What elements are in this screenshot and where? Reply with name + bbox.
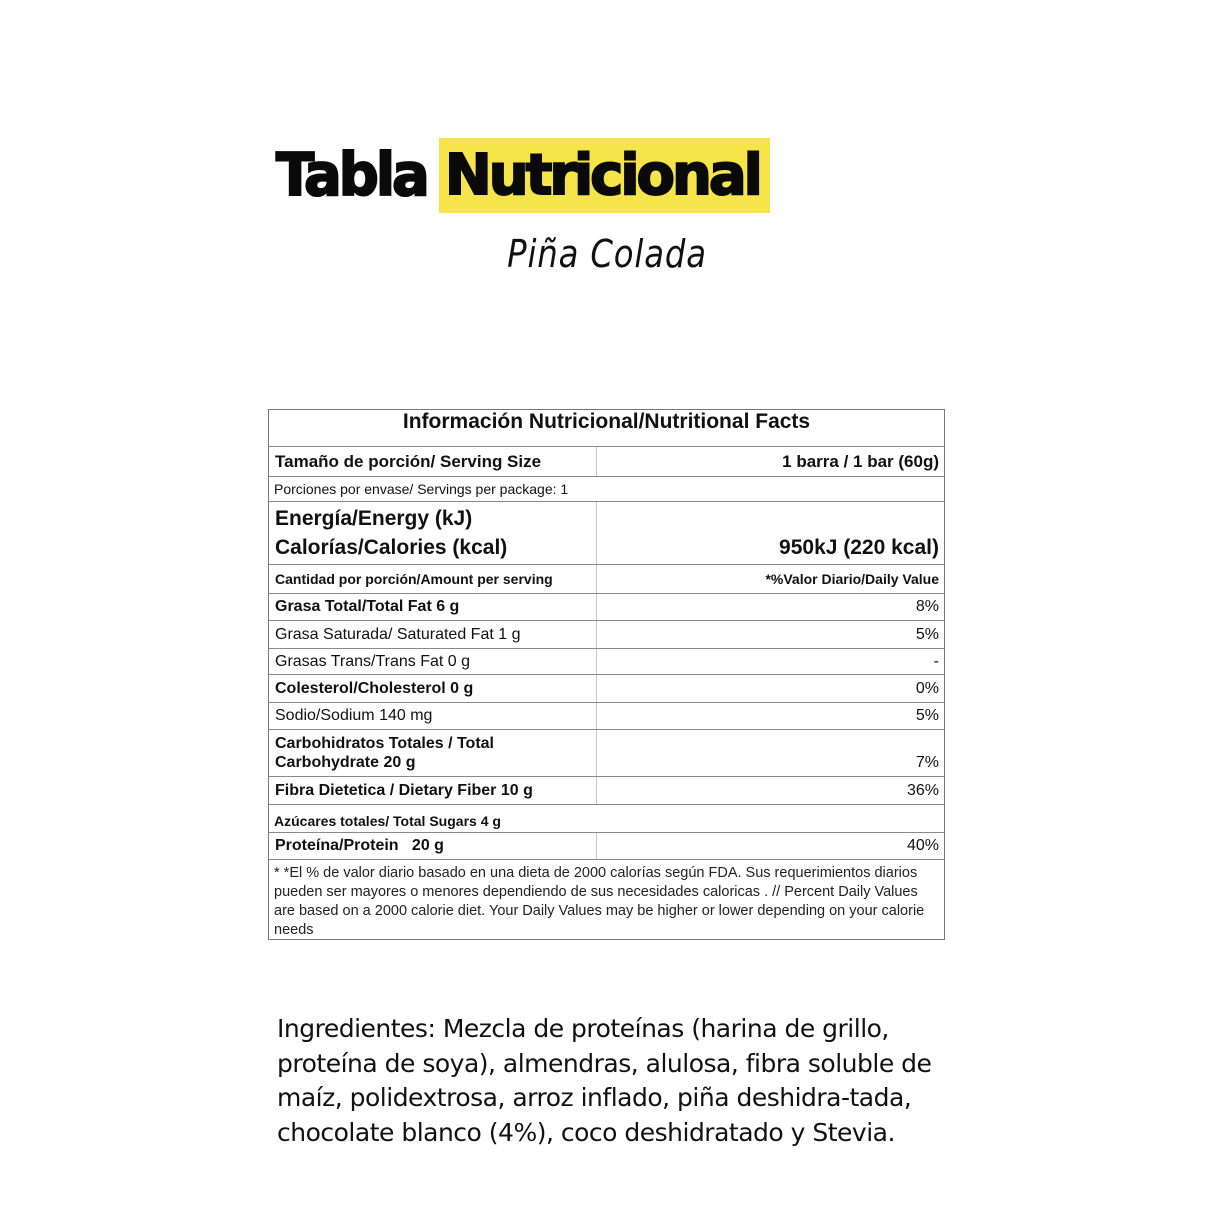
footnote-row <box>269 859 944 939</box>
nutrient-dv: 36% <box>906 781 939 799</box>
nutrient-label: Proteína/Protein 20 g <box>269 833 597 859</box>
column-header-row <box>269 564 944 593</box>
nutrient-row-sodium <box>269 702 944 729</box>
energy-kj-label: Energía/Energy (kJ) <box>275 507 473 530</box>
nutrient-row-saturated-fat <box>269 620 944 648</box>
nutrient-row-total-fat <box>269 593 944 620</box>
nutrient-label: Colesterol/Cholesterol 0 g <box>269 675 597 702</box>
energy-row <box>269 501 944 564</box>
carb-label-line1: Carbohidratos Totales / Total <box>275 735 494 752</box>
serving-size-value: 1 barra / 1 bar (60g) <box>782 451 939 471</box>
nutrient-dv: 8% <box>915 598 939 615</box>
nutrient-label: Grasa Saturada/ Saturated Fat 1 g <box>269 621 597 648</box>
energy-value: 950kJ (220 kcal) <box>779 536 939 559</box>
nutrient-row-sugars <box>269 804 944 832</box>
ingredients-text: Ingredientes: Mezcla de proteínas (harina de grillo, proteína de soya), almendras, alulosa, fibra soluble de maíz, polidextrosa, arroz inflado, piña deshidra-tada, chocolate blanco (4%), coco deshidratado y Stevia. <box>277 1014 932 1147</box>
nutrient-row-trans-fat <box>269 648 944 674</box>
nutrient-dv: 40% <box>906 837 939 854</box>
servings-per-package: Porciones por envase/ Servings per package: 1 <box>274 481 569 497</box>
carb-label-line2: Carbohydrate 20 g <box>275 754 416 771</box>
serving-size-label: Tamaño de porción/ Serving Size <box>269 447 597 476</box>
nutrient-label: Grasas Trans/Trans Fat 0 g <box>269 649 597 674</box>
nutrient-dv: - <box>933 652 939 670</box>
nutrient-row-protein <box>269 832 944 859</box>
nutrient-label: Fibra Dietetica / Dietary Fiber 10 g <box>269 777 597 804</box>
energy-labels <box>269 502 597 564</box>
page-title <box>276 138 770 213</box>
nutrient-row-fiber <box>269 776 944 804</box>
title-plain-text: Tabla <box>276 141 427 210</box>
nutrient-row-carbohydrate <box>269 729 944 776</box>
serving-size-row <box>269 446 944 476</box>
nutrient-row-cholesterol <box>269 674 944 702</box>
nutrition-facts-table <box>268 409 945 940</box>
nutrient-label: Sodio/Sodium 140 mg <box>269 703 597 729</box>
energy-kcal-label: Calorías/Calories (kcal) <box>275 536 508 559</box>
nutrient-dv: 0% <box>915 679 939 697</box>
table-title: Información Nutricional/Nutritional Facts <box>402 410 811 433</box>
nutrient-dv: 5% <box>915 707 939 724</box>
daily-value-header: *%Valor Diario/Daily Value <box>765 571 939 587</box>
nutrient-label: Grasa Total/Total Fat 6 g <box>269 594 597 620</box>
table-title-row <box>269 410 944 446</box>
servings-per-package-row <box>269 476 944 501</box>
nutrient-label: Azúcares totales/ Total Sugars 4 g <box>274 813 501 829</box>
product-flavor-subtitle: Piña Colada <box>507 232 707 276</box>
daily-value-footnote: * *El % de valor diario basado en una dieta de 2000 calorías según FDA. Sus requerimientos diarios pueden ser mayores o menores dependiendo de sus necesidades caloricas . // Percent Daily Values are based on a 2000 calorie diet. Your Daily Values may be higher or lower depending on your calorie needs <box>274 865 925 938</box>
title-highlight-text: Nutricional <box>439 138 770 213</box>
nutrient-dv: 7% <box>915 754 939 771</box>
nutrient-label <box>269 730 597 776</box>
nutrient-dv: 5% <box>915 625 939 643</box>
amount-per-serving-header: Cantidad por porción/Amount per serving <box>269 565 597 593</box>
